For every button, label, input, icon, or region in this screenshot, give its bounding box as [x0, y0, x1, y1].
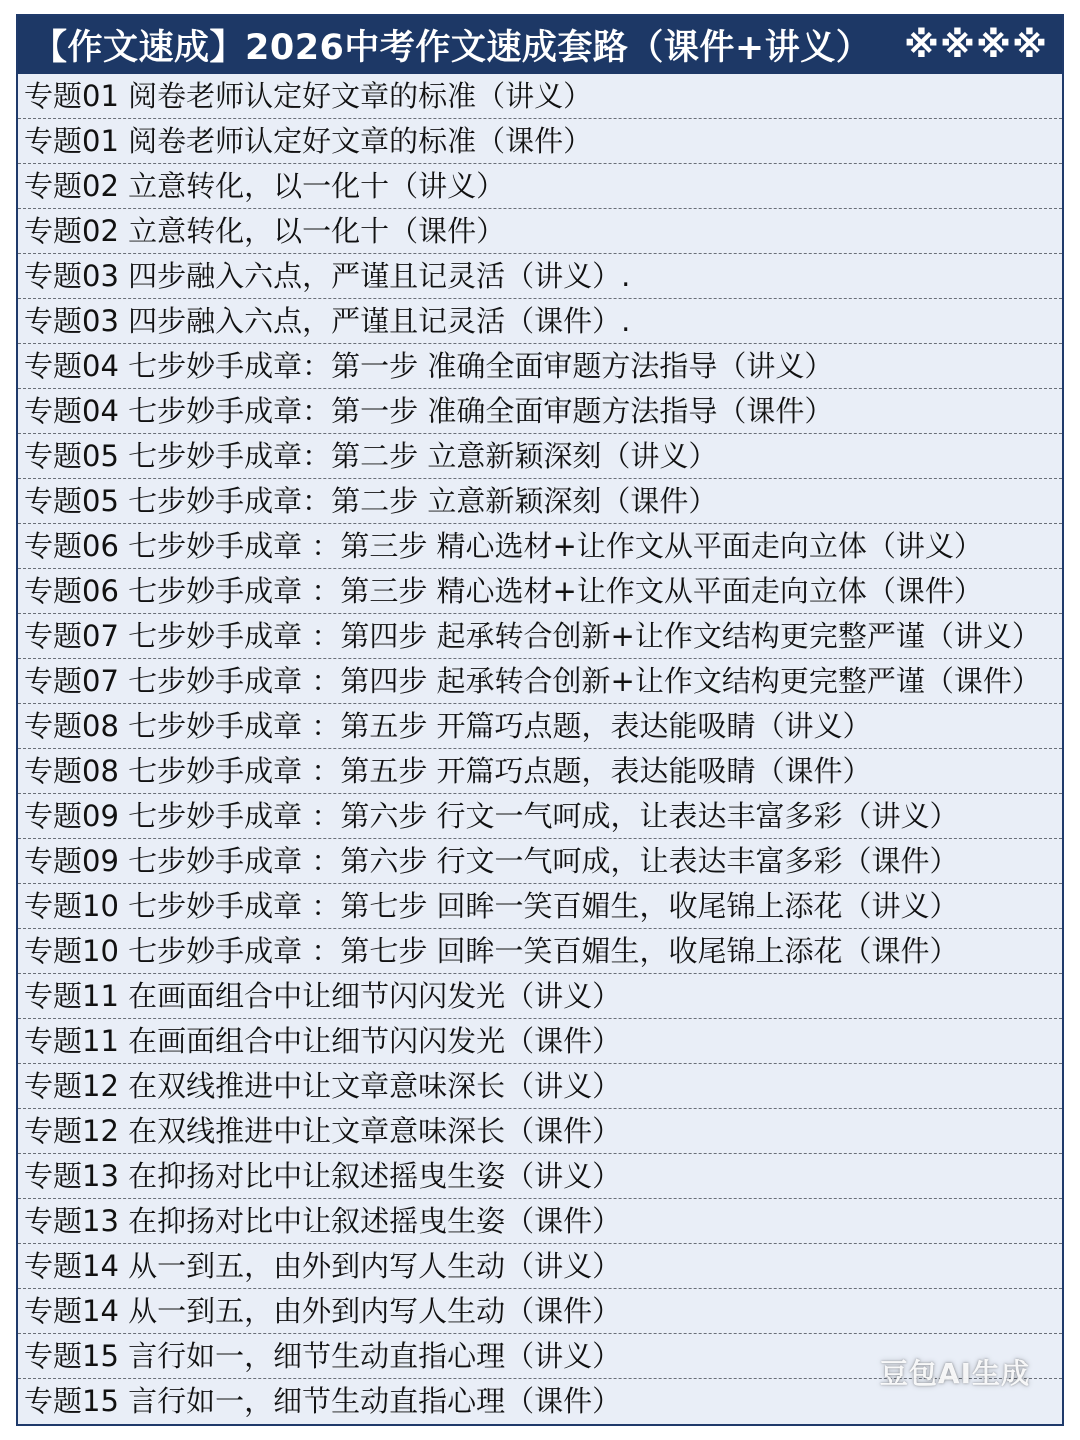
list-item: 专题09 七步妙手成章 ：第六步 行文一气呵成，让表达丰富多彩（课件） — [18, 839, 1062, 884]
list-item: 专题12 在双线推进中让文章意味深长（课件） — [18, 1109, 1062, 1154]
list-item: 专题03 四步融入六点，严谨且记灵活（课件）. — [18, 299, 1062, 344]
list-item: 专题01 阅卷老师认定好文章的标准（讲义） — [18, 74, 1062, 119]
document-sheet — [16, 14, 1064, 1426]
ai-watermark: 豆包AI生成 — [879, 1357, 1030, 1390]
list-item: 专题11 在画面组合中让细节闪闪发光（讲义） — [18, 974, 1062, 1019]
list-item: 专题04 七步妙手成章：第一步 准确全面审题方法指导（讲义） — [18, 344, 1062, 389]
list-item: 专题01 阅卷老师认定好文章的标准（课件） — [18, 119, 1062, 164]
list-item: 专题03 四步融入六点，严谨且记灵活（讲义）. — [18, 254, 1062, 299]
list-item: 专题10 七步妙手成章 ：第七步 回眸一笑百媚生，收尾锦上添花（课件） — [18, 929, 1062, 974]
list-item: 专题10 七步妙手成章 ：第七步 回眸一笑百媚生，收尾锦上添花（讲义） — [18, 884, 1062, 929]
list-item: 专题02 立意转化，以一化十（讲义） — [18, 164, 1062, 209]
list-item: 专题06 七步妙手成章 ：第三步 精心选材+让作文从平面走向立体（课件） — [18, 569, 1062, 614]
list-item: 专题09 七步妙手成章 ：第六步 行文一气呵成，让表达丰富多彩（讲义） — [18, 794, 1062, 839]
header-bar — [18, 16, 1062, 74]
topic-list — [18, 74, 1062, 1424]
list-item: 专题05 七步妙手成章：第二步 立意新颖深刻（讲义） — [18, 434, 1062, 479]
list-item: 专题07 七步妙手成章 ：第四步 起承转合创新+让作文结构更完整严谨（课件） — [18, 659, 1062, 704]
list-item: 专题13 在抑扬对比中让叙述摇曳生姿（课件） — [18, 1199, 1062, 1244]
list-item: 专题02 立意转化，以一化十（课件） — [18, 209, 1062, 254]
list-item: 专题14 从一到五，由外到内写人生动（讲义） — [18, 1244, 1062, 1289]
list-item: 专题04 七步妙手成章：第一步 准确全面审题方法指导（课件） — [18, 389, 1062, 434]
list-item: 专题08 七步妙手成章 ：第五步 开篇巧点题，表达能吸睛（课件） — [18, 749, 1062, 794]
list-item: 专题05 七步妙手成章：第二步 立意新颖深刻（课件） — [18, 479, 1062, 524]
list-item: 专题15 言行如一，细节生动直指心理（讲义） — [18, 1334, 1062, 1379]
list-item: 专题14 从一到五，由外到内写人生动（课件） — [18, 1289, 1062, 1334]
rating-stars: ※※※※ — [904, 24, 1048, 66]
list-item: 专题06 七步妙手成章 ：第三步 精心选材+让作文从平面走向立体（讲义） — [18, 524, 1062, 569]
list-item: 专题07 七步妙手成章 ：第四步 起承转合创新+让作文结构更完整严谨（讲义） — [18, 614, 1062, 659]
list-item: 专题08 七步妙手成章 ：第五步 开篇巧点题，表达能吸睛（讲义） — [18, 704, 1062, 749]
list-item: 专题15 言行如一，细节生动直指心理（课件） — [24, 1384, 622, 1418]
page-title: 【作文速成】2026中考作文速成套路（课件+讲义） — [32, 28, 872, 68]
list-item: 专题13 在抑扬对比中让叙述摇曳生姿（讲义） — [18, 1154, 1062, 1199]
list-item: 专题12 在双线推进中让文章意味深长（讲义） — [18, 1064, 1062, 1109]
list-item: 专题11 在画面组合中让细节闪闪发光（课件） — [18, 1019, 1062, 1064]
